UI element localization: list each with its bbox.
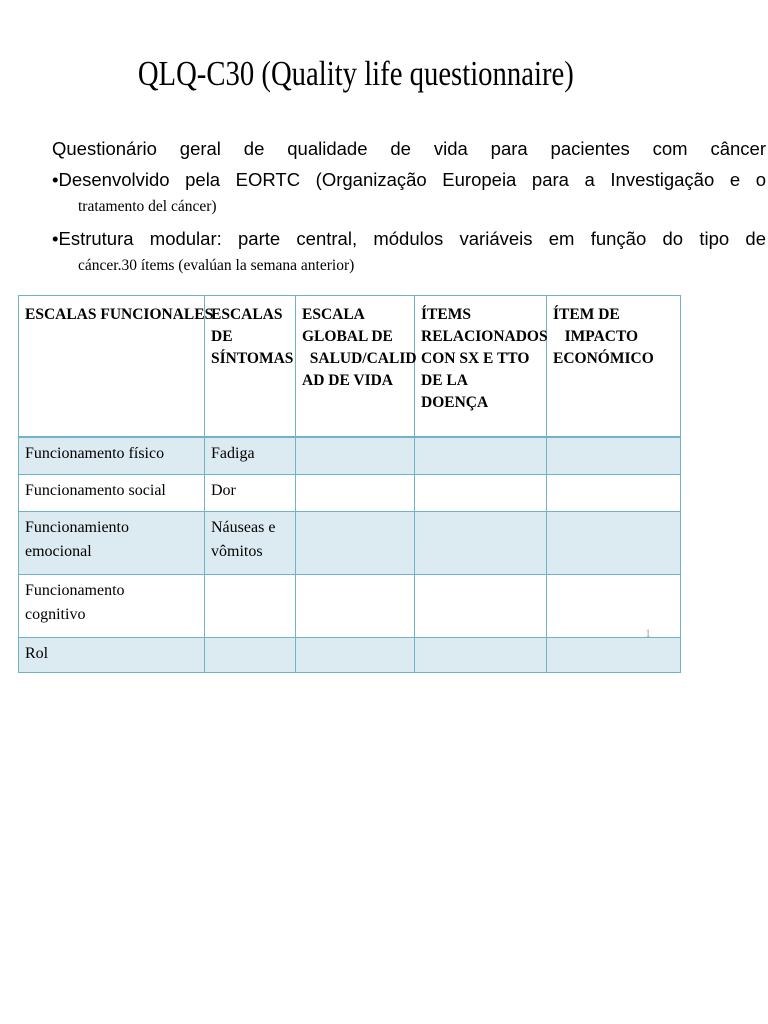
table-cell: Náuseas e vômitos bbox=[205, 512, 296, 575]
table-cell: Funcionamento físico bbox=[19, 437, 205, 475]
table-cell bbox=[296, 512, 415, 575]
table-cell bbox=[415, 512, 547, 575]
table-cell bbox=[415, 638, 547, 673]
bullet-structure-continuation: cáncer.30 ítems (evalúan la semana anterior) bbox=[78, 257, 355, 274]
table-cell bbox=[547, 512, 681, 575]
table-cell: Funcionamento social bbox=[19, 475, 205, 512]
table-row bbox=[19, 512, 681, 575]
table-cell: Funcionamento cognitivo bbox=[19, 575, 205, 638]
table-cell bbox=[415, 475, 547, 512]
bullet-structure: •Estrutura modular: parte central, módulos variáveis em função do tipo de bbox=[52, 228, 766, 249]
table-row bbox=[19, 437, 681, 475]
page-number: 1 bbox=[645, 626, 651, 640]
table-row bbox=[19, 575, 681, 638]
intro-line: Questionário geral de qualidade de vida para pacientes com câncer bbox=[52, 138, 766, 159]
header-symptom-scales: ESCALAS DE SÍNTOMAS bbox=[205, 296, 296, 438]
table-cell: Funcionamiento emocional bbox=[19, 512, 205, 575]
header-functional-scales: ESCALAS FUNCIONALES bbox=[19, 296, 205, 438]
table-cell bbox=[415, 437, 547, 475]
table-cell bbox=[547, 638, 681, 673]
table-header-row bbox=[19, 296, 681, 438]
table-cell bbox=[547, 575, 681, 638]
table-cell bbox=[205, 575, 296, 638]
scales-table bbox=[18, 295, 681, 673]
header-related-items: ÍTEMS RELACIONADOS CON SX E TTO DE LA DOENÇA bbox=[415, 296, 547, 438]
table-cell bbox=[415, 575, 547, 638]
table-cell bbox=[296, 475, 415, 512]
table-cell: Dor bbox=[205, 475, 296, 512]
table-cell: Fadiga bbox=[205, 437, 296, 475]
table-cell bbox=[296, 575, 415, 638]
table-cell bbox=[205, 638, 296, 673]
table-cell: Rol bbox=[19, 638, 205, 673]
table-cell bbox=[296, 638, 415, 673]
table-cell bbox=[296, 437, 415, 475]
header-economic-impact: ÍTEM DE IMPACTO ECONÓMICO bbox=[547, 296, 681, 438]
bullet-eortc-continuation: tratamento del cáncer) bbox=[78, 198, 217, 215]
header-global-health: ESCALA GLOBAL DE SALUD/CALID AD DE VIDA bbox=[296, 296, 415, 438]
table-row bbox=[19, 638, 681, 673]
bullet-eortc: •Desenvolvido pela EORTC (Organização Europeia para a Investigação e o bbox=[52, 169, 766, 190]
table-row bbox=[19, 475, 681, 512]
table-cell bbox=[547, 437, 681, 475]
slide-title: QLQ-C30 (Quality life questionnaire) bbox=[137, 54, 574, 93]
table-cell bbox=[547, 475, 681, 512]
